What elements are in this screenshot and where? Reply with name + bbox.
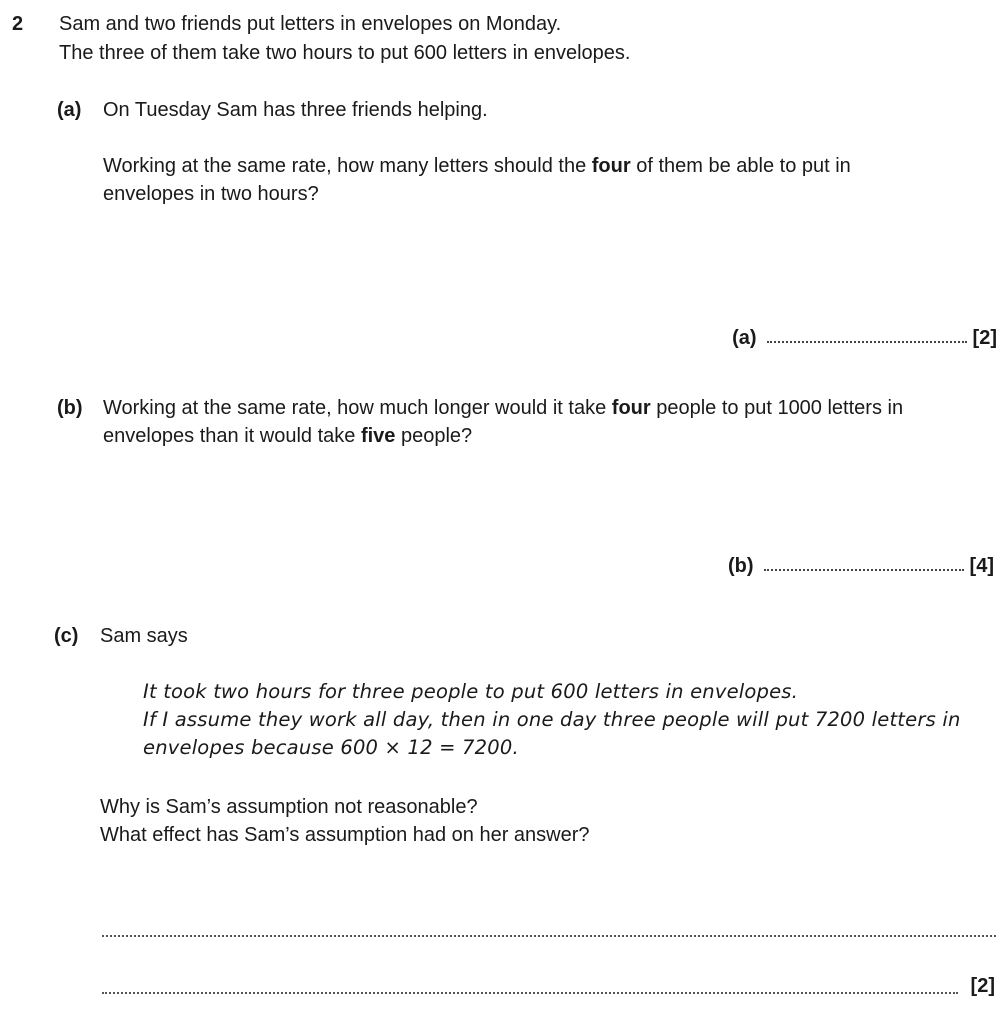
sam-quote-line-1: It took two hours for three people to put 600 letters in envelopes. <box>143 680 799 703</box>
part-c-label: (c) <box>54 625 79 647</box>
part-a-intro: On Tuesday Sam has three friends helping. <box>103 99 488 121</box>
part-c-question-2: What effect has Sam’s assumption had on her answer? <box>100 824 590 846</box>
emphasis-four: four <box>591 155 631 177</box>
part-b-question-line-1: Working at the same rate, how much longer would it take four people to put 1000 letters in <box>103 397 904 419</box>
sam-quote-line-2: If I assume they work all day, then in one day three people will put 7200 letters in <box>143 708 961 731</box>
intro-line-1: Sam and two friends put letters in envelopes on Monday. <box>59 13 562 35</box>
part-c-marks: [2] <box>970 975 995 997</box>
part-c-answer-line-2[interactable] <box>102 992 958 994</box>
part-a-question-line-1: Working at the same rate, how many letters should the four of them be able to put in <box>103 155 851 177</box>
part-b-marks: [4] <box>969 555 994 577</box>
part-c-question-1: Why is Sam’s assumption not reasonable? <box>100 796 478 818</box>
part-b-label: (b) <box>57 397 83 419</box>
part-a-answer-label: (a) <box>732 327 757 349</box>
part-c-intro: Sam says <box>100 625 188 647</box>
question-number: 2 <box>12 13 24 35</box>
emphasis-five: five <box>360 425 396 447</box>
part-b-question-line-2: envelopes than it would take five people? <box>103 425 473 447</box>
part-b-answer-line <box>728 552 994 580</box>
intro-line-2: The three of them take two hours to put 600 letters in envelopes. <box>59 42 631 64</box>
part-a-question-line-2: envelopes in two hours? <box>103 183 319 205</box>
part-a-label: (a) <box>57 99 82 121</box>
part-a-answer-line <box>732 324 997 352</box>
part-a-marks: [2] <box>972 327 997 349</box>
sam-quote-line-3: envelopes because 600 × 12 = 7200. <box>143 736 519 759</box>
part-b-answer-label: (b) <box>728 555 754 577</box>
emphasis-four: four <box>611 397 651 419</box>
part-b-answer-field[interactable] <box>764 569 964 571</box>
part-c-answer-line-1[interactable] <box>102 935 996 937</box>
part-a-answer-field[interactable] <box>767 341 967 343</box>
